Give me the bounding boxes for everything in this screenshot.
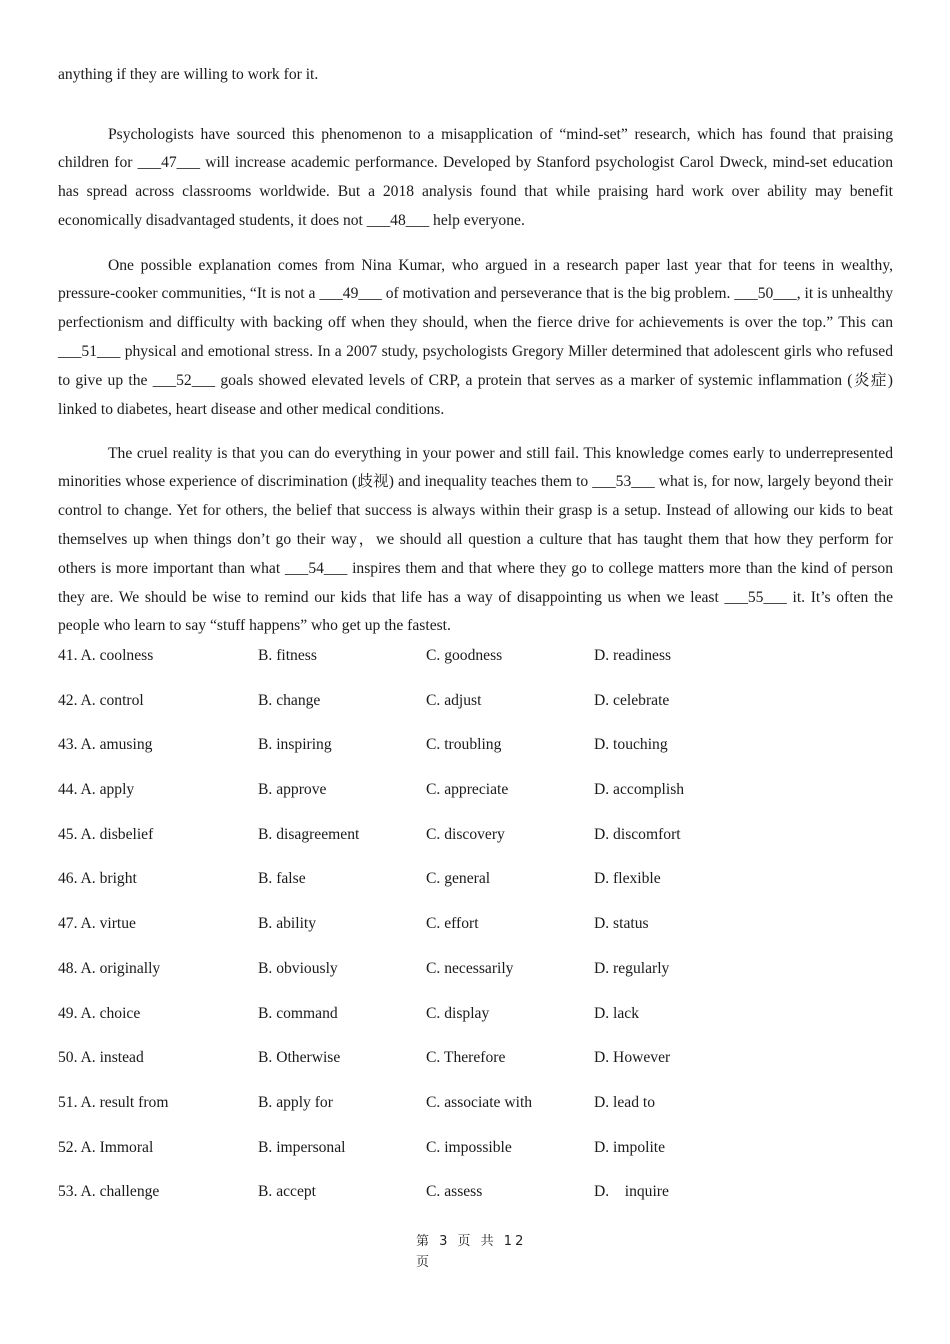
option-c: C. discovery — [426, 825, 505, 843]
option-d: D. touching — [594, 736, 668, 754]
option-c: C. adjust — [426, 691, 482, 709]
option-a: 45. A. disbelief — [58, 825, 154, 843]
question-row-42 — [58, 686, 893, 731]
option-b: B. approve — [258, 781, 327, 799]
option-d: D. However — [594, 1049, 671, 1067]
option-d: D. flexible — [594, 870, 661, 888]
option-b: B. ability — [258, 915, 317, 933]
question-row-53 — [58, 1177, 893, 1222]
option-d: D. regularly — [594, 959, 670, 977]
option-a: 48. A. originally — [58, 959, 161, 977]
option-c: C. necessarily — [426, 959, 514, 977]
option-b: B. accept — [258, 1183, 317, 1201]
option-a: 50. A. instead — [58, 1049, 144, 1067]
option-d: D. status — [594, 915, 649, 933]
option-c: C. assess — [426, 1183, 483, 1201]
question-row-46 — [58, 864, 893, 909]
option-b: B. obviously — [258, 959, 338, 977]
option-b: B. false — [258, 870, 306, 888]
option-d: D. impolite — [594, 1138, 666, 1156]
option-c: C. display — [426, 1004, 490, 1022]
option-b: B. inspiring — [258, 736, 332, 754]
option-c: C. impossible — [426, 1138, 512, 1156]
question-row-47 — [58, 909, 893, 954]
option-c: C. effort — [426, 915, 479, 933]
question-row-51 — [58, 1088, 893, 1133]
option-a: 49. A. choice — [58, 1004, 141, 1022]
option-a: 51. A. result from — [58, 1093, 169, 1111]
option-d: D. accomplish — [594, 781, 685, 799]
option-d: D. discomfort — [594, 825, 681, 843]
question-row-41 — [58, 641, 893, 686]
option-d: D. lack — [594, 1004, 640, 1022]
option-a: 46. A. bright — [58, 870, 137, 888]
page-number-line-1: 第 3 页 共 12 — [416, 1234, 527, 1249]
question-row-44 — [58, 775, 893, 820]
option-c: C. associate with — [426, 1093, 533, 1111]
question-row-50 — [58, 1043, 893, 1088]
paragraph-mind-set: Psychologists have sourced this phenomenon to a misapplication of “mind-set” research, which has found that praising children for ___47___ will increase academic performance. Developed by Stanford psychologist Carol Dweck, mind-set education has spread across classrooms worldwide. But a 2018 analysis found that while praising hard work over ability may benefit economically disadvantaged students, it does not ___48___ help everyone. — [58, 125, 893, 229]
option-b: B. change — [258, 691, 321, 709]
question-row-48 — [58, 954, 893, 999]
option-b: B. disagreement — [258, 825, 360, 843]
option-a: 44. A. apply — [58, 781, 135, 799]
option-b: B. Otherwise — [258, 1049, 341, 1067]
paragraph-nina-kumar: One possible explanation comes from Nina Kumar, who argued in a research paper last year that for teens in wealthy, pressure-cooker communities, “It is not a ___49___ of motivation and perseverance that is the big problem. ___50___, it is unhealthy perfectionism and difficulty with backing off when they should, when the fierce drive for achievements is over the top.” This can ___51___ physical and emotional stress. In a 2007 study, psychologists Gregory Miller determined that adolescent girls who refused to give up the ___52___ goals showed elevated levels of CRP, a protein that serves as a marker of systemic inflammation (炎症) linked to diabetes, heart disease and other medical conditions. — [58, 256, 893, 418]
option-a: 53. A. challenge — [58, 1183, 160, 1201]
option-c: C. general — [426, 870, 491, 888]
passage-continuation-line: anything if they are willing to work for it. — [58, 66, 319, 83]
option-c: C. goodness — [426, 647, 503, 664]
question-row-49 — [58, 999, 893, 1044]
option-a: 43. A. amusing — [58, 736, 153, 754]
option-c: C. troubling — [426, 736, 502, 754]
paragraph-cruel-reality: The cruel reality is that you can do everything in your power and still fail. This knowledge comes early to underrepresented minorities whose experience of discrimination (歧视) and inequality teaches them to ___53___ what is, for now, largely beyond their control to change. Yet for others, the belief that success is always within their grasp is a setup. Instead of allowing our kids to beat themselves up when things don’t go their way，we should all question a culture that has taught them that how they perform for others is more important than what ___54___ inspires them and that where they go to college matters more than the kind of person they are. We should be wise to remind our kids that life has a way of disappointing us when we least ___55___ it. It’s often the people who learn to say “stuff happens” who get up the fastest. — [58, 444, 893, 635]
option-c: C. appreciate — [426, 781, 509, 799]
option-c: C. Therefore — [426, 1049, 506, 1067]
page-number-footer — [416, 1231, 536, 1273]
page-number-line-2: 页 — [416, 1255, 430, 1270]
question-row-52 — [58, 1133, 893, 1178]
option-a: 52. A. Immoral — [58, 1138, 154, 1156]
option-d: D. lead to — [594, 1093, 656, 1111]
option-a: 41. A. coolness — [58, 647, 154, 664]
option-a: 47. A. virtue — [58, 915, 136, 933]
option-d: D. inquire — [594, 1183, 669, 1201]
option-b: B. fitness — [258, 647, 317, 664]
answer-options-list — [58, 641, 893, 1222]
option-a: 42. A. control — [58, 691, 144, 709]
question-row-43 — [58, 730, 893, 775]
option-b: B. apply for — [258, 1093, 333, 1111]
option-b: B. impersonal — [258, 1138, 346, 1156]
option-d: D. readiness — [594, 647, 672, 664]
option-b: B. command — [258, 1004, 338, 1022]
option-d: D. celebrate — [594, 691, 670, 709]
question-row-45 — [58, 820, 893, 865]
